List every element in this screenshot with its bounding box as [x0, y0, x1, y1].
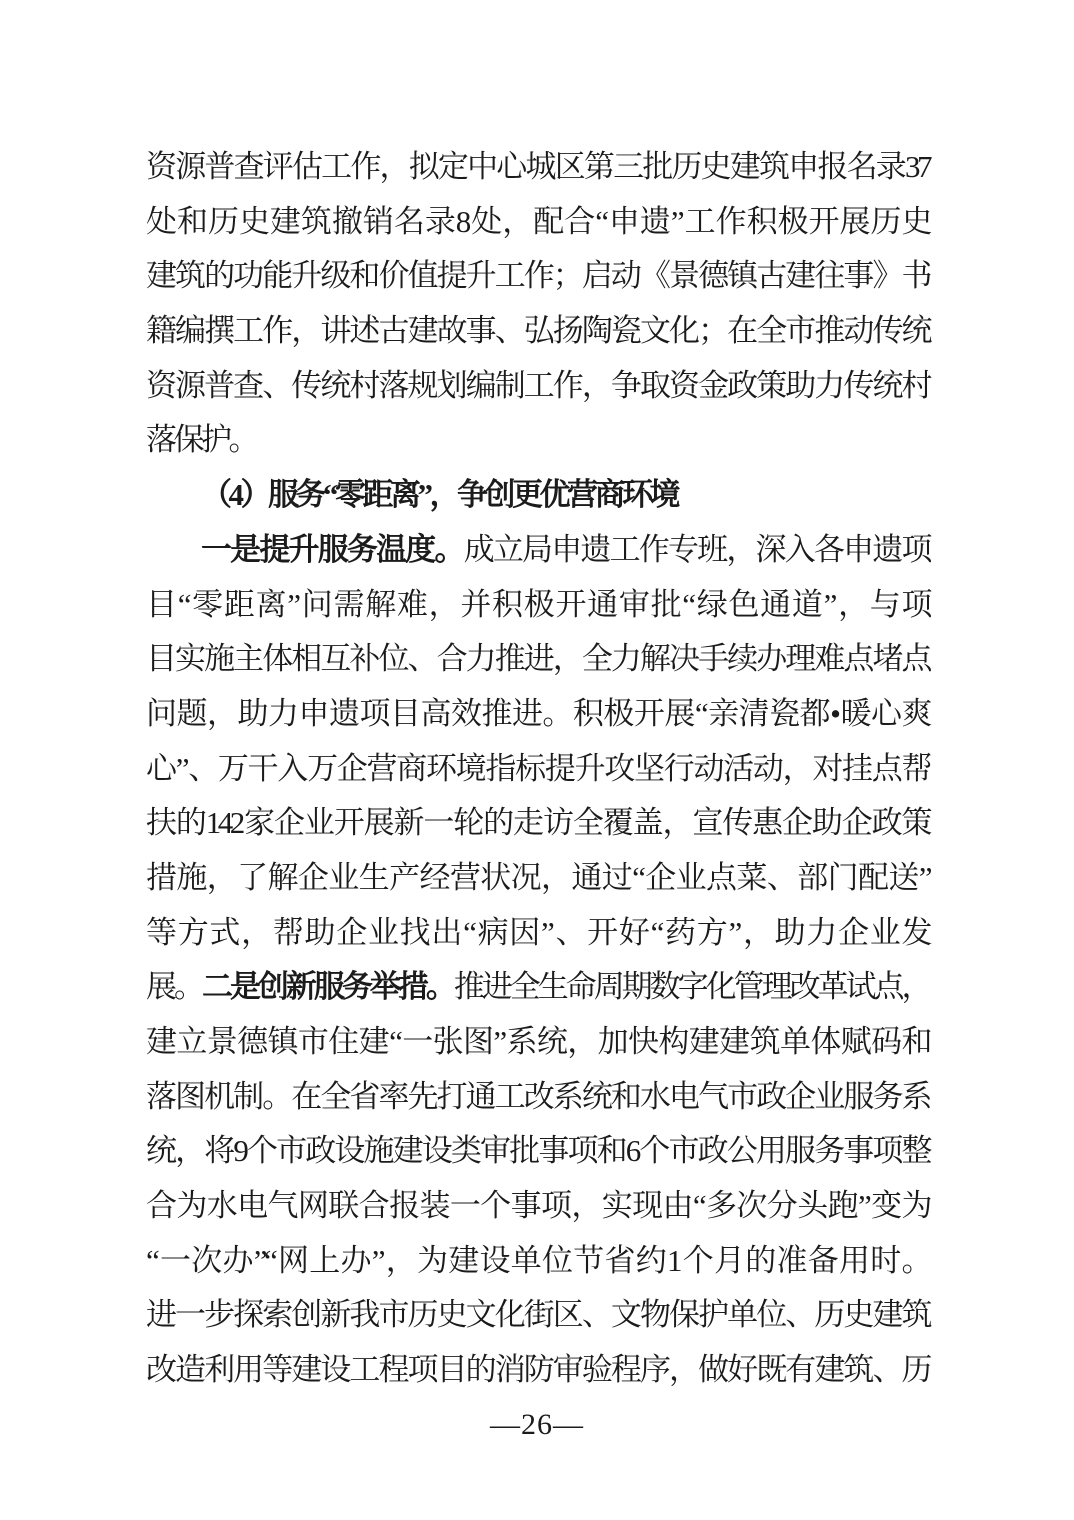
text-line: [146, 140, 929, 195]
text-line: [146, 1124, 929, 1179]
text-line: [146, 249, 929, 304]
text-line: [146, 1343, 929, 1398]
page-footer: [0, 1408, 1074, 1442]
text-line: [146, 632, 929, 687]
text-run: 进一步探索创新我市历史文化街区、文物保护单位、历史建筑: [146, 1297, 929, 1333]
text-run: 成立局申遗工作专班，深入各申遗项: [463, 531, 929, 567]
text-run: 资源普查、传统村落规划编制工作，争取资金政策助力传统村: [146, 367, 929, 403]
text-line: [146, 742, 929, 797]
text-line: [146, 851, 929, 906]
section-heading: [146, 468, 929, 523]
text-line: [146, 796, 929, 851]
body-text: [146, 140, 929, 1398]
text-run: 改造利用等建设工程项目的消防审验程序，做好既有建筑、历: [146, 1352, 929, 1388]
text-run: 目实施主体相互补位、合力推进，全力解决手续办理难点堵点: [146, 641, 929, 677]
text-line: [146, 359, 929, 414]
text-run: 合为水电气网联合报装一个事项，实现由“多次分头跑”变为: [146, 1188, 929, 1224]
text-run: 等方式，帮助企业找出“病因”、开好“药方”，助力企业发: [146, 914, 929, 950]
bold-text-run: 二是创新服务举措。: [201, 969, 454, 1005]
text-line: [146, 578, 929, 633]
text-line: [146, 687, 929, 742]
text-line: [146, 195, 929, 250]
text-line: [146, 1070, 929, 1125]
text-run: 措施，了解企业生产经营状况，通过“企业点菜、部门配送”: [146, 859, 929, 895]
text-line: [146, 906, 929, 961]
text-run: 推进全生命周期数字化管理改革试点，: [453, 969, 930, 1005]
text-line: [146, 1179, 929, 1234]
text-line: [146, 413, 929, 468]
bold-text-run: （4）服务“零距离”，争创更优营商环境: [201, 477, 677, 513]
text-line: [146, 523, 929, 578]
text-line: [146, 1234, 929, 1289]
text-run: 处和历史建筑撤销名录8处，配合“申遗”工作积极开展历史: [146, 203, 929, 239]
bold-text-run: 一是提升服务温度。: [201, 531, 464, 567]
text-run: “一次办”“网上办”，为建设单位节省约1个月的准备用时。: [146, 1242, 929, 1278]
text-run: 建立景德镇市住建“一张图”系统，加快构建建筑单体赋码和: [146, 1024, 929, 1059]
text-run: 目“零距离”问需解难，并积极开通审批“绿色通道”，与项: [146, 586, 929, 622]
text-run: 建筑的功能升级和价值提升工作；启动《景德镇古建往事》书: [146, 258, 929, 294]
text-run: 问题，助力申遗项目高效推进。积极开展“亲清瓷都•暖心爽: [146, 695, 929, 731]
text-line: [146, 304, 929, 359]
page-number: —26—: [490, 1408, 584, 1441]
text-line: [146, 1015, 929, 1070]
text-run: 心”、万干入万企营商环境指标提升攻坚行动活动，对挂点帮: [146, 750, 929, 786]
text-run: 展。: [146, 969, 202, 1005]
text-run: 落保护。: [146, 422, 256, 458]
text-run: 资源普查评估工作，拟定中心城区第三批历史建筑申报名录37: [146, 149, 929, 184]
text-run: 统，将9个市政设施建设类审批事项和6个市政公用服务事项整: [146, 1133, 929, 1169]
text-line: [146, 1288, 929, 1343]
text-run: 落图机制。在全省率先打通工改系统和水电气市政企业服务系: [146, 1078, 929, 1114]
text-line: [146, 960, 929, 1015]
text-run: 扶的142家企业开展新一轮的走访全覆盖，宣传惠企助企政策: [146, 805, 929, 841]
text-run: 籍编撰工作，讲述古建故事、弘扬陶瓷文化；在全市推动传统: [146, 313, 929, 349]
